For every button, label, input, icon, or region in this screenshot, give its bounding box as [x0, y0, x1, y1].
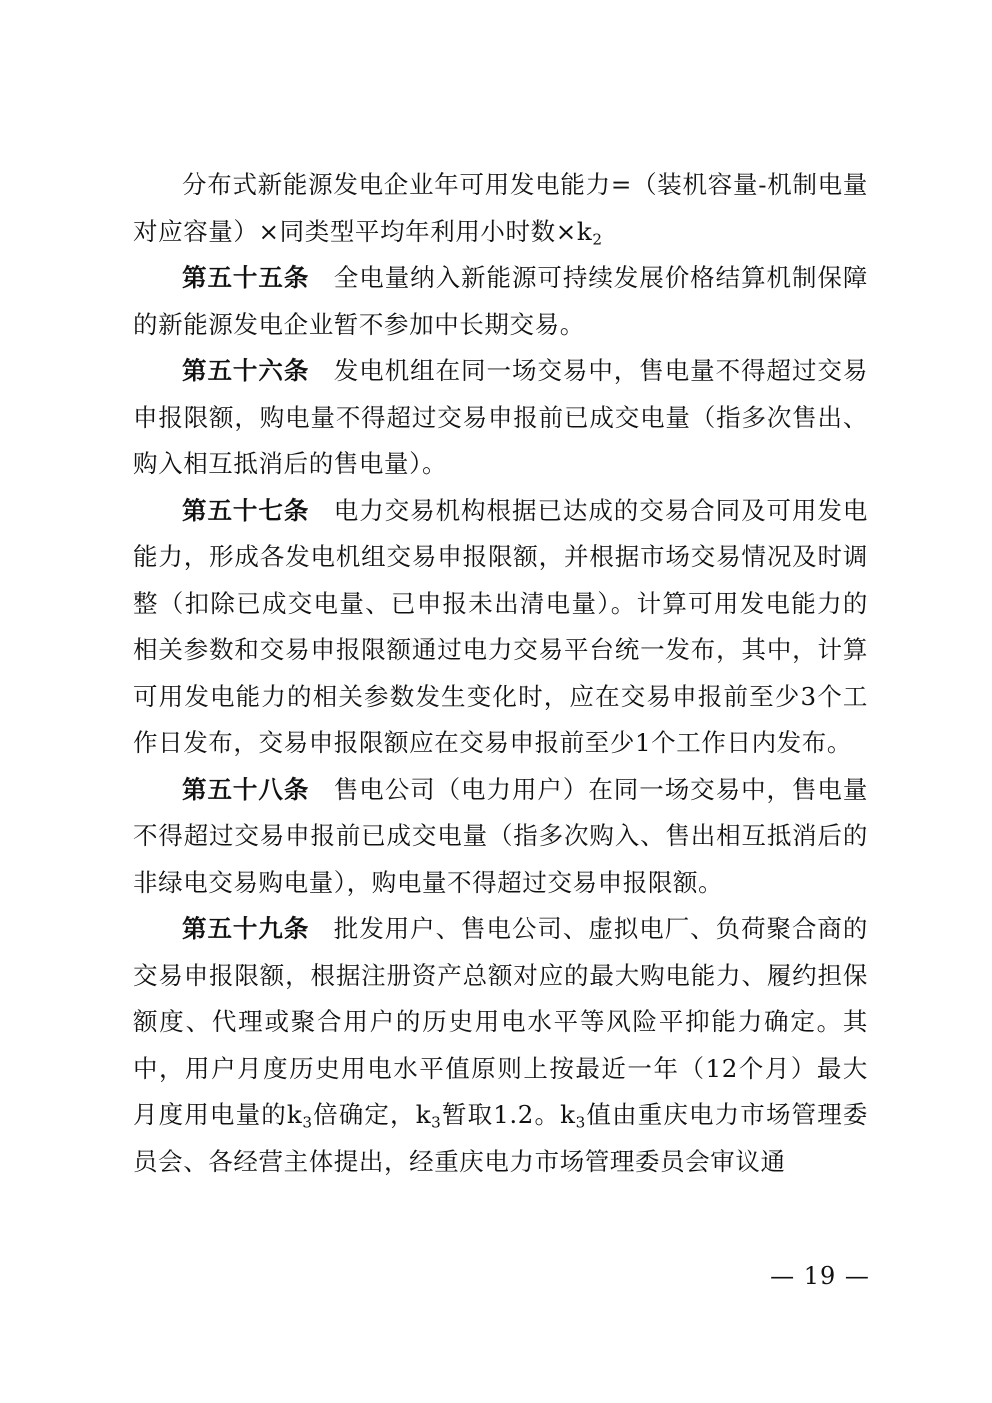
article-56 — [133, 348, 868, 488]
article-text: 批发用户、售电公司、虚拟电厂、负荷聚合商的交易申报限额，根据注册资产总额对应的最大购电能力、履约担保额度、代理或聚合用户的历史用电水平等风险平抑能力确定。其中，用户月度历史用电水平值原则上按最近一年（12个月）最大月度用电量的k — [133, 914, 868, 1129]
article-text: 售电公司（电力用户）在同一场交易中，售电量不得超过交易申报前已成交电量（指多次购入、售出相互抵消后的非绿电交易购电量），购电量不得超过交易申报限额。 — [133, 774, 868, 897]
subscript: 3 — [431, 1113, 442, 1132]
article-text: 电力交易机构根据已达成的交易合同及可用发电能力，形成各发电机组交易申报限额，并根据市场交易情况及时调整（扣除已成交电量、已申报未出清电量）。计算可用发电能力的相关参数和交易申报限额通过电力交易平台统一发布，其中，计算可用发电能力的相关参数发生变化时，应在交易申报前至少3个工作日发布，交易申报限额应在交易申报前至少1个工作日内发布。 — [133, 495, 868, 757]
subscript: 3 — [302, 1113, 313, 1132]
article-58 — [133, 767, 868, 907]
article-text: 发电机组在同一场交易中，售电量不得超过交易申报限额，购电量不得超过交易申报前已成交电量（指多次售出、购入相互抵消后的售电量）。 — [133, 356, 868, 478]
article-57 — [133, 488, 868, 767]
article-number: 第五十五条 — [182, 263, 310, 292]
formula-text: 分布式新能源发电企业年可用发电能力=（装机容量-机制电量对应容量）×同类型平均年利用小时数×k — [133, 170, 868, 246]
article-number: 第五十六条 — [182, 356, 310, 385]
article-59 — [133, 906, 868, 1185]
article-55 — [133, 255, 868, 348]
article-number: 第五十八条 — [182, 774, 310, 804]
formula-subscript: 2 — [592, 230, 603, 249]
document-body — [133, 162, 868, 1185]
article-text: 暂取1.2。k — [441, 1100, 576, 1129]
page-number: — 19 — — [770, 1262, 870, 1290]
formula-paragraph — [133, 162, 868, 255]
subscript: 3 — [575, 1113, 586, 1132]
article-number: 第五十七条 — [182, 495, 310, 525]
article-text: 值由重庆电力市场管理委员会、各经营主体提出，经重庆电力市场管理委员会审议通 — [133, 1100, 868, 1176]
article-number: 第五十九条 — [182, 914, 310, 943]
article-text: 全电量纳入新能源可持续发展价格结算机制保障的新能源发电企业暂不参加中长期交易。 — [133, 263, 868, 339]
article-text: 倍确定，k — [312, 1100, 432, 1129]
